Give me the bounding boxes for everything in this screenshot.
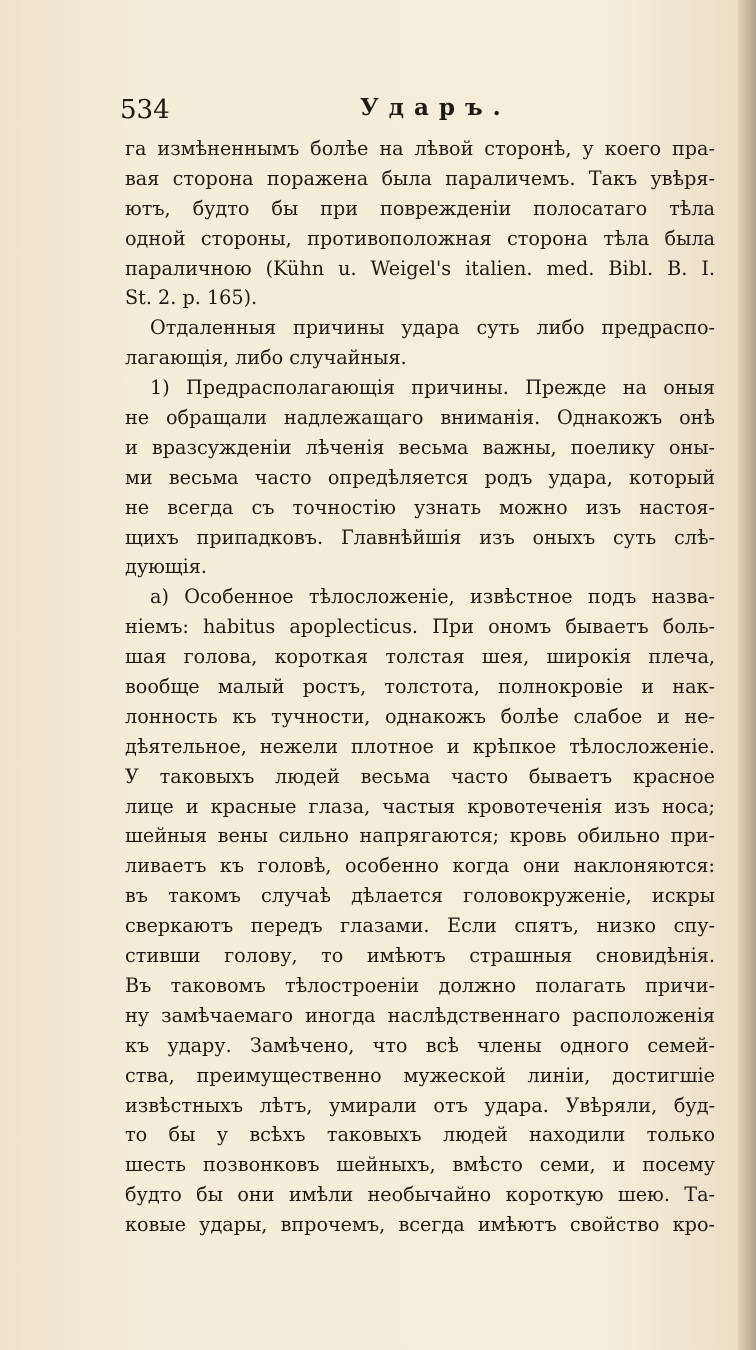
text-line: и вразсужденіи лѣченія весьма важны, поелику оны-	[125, 435, 715, 459]
text-line: Въ таковомъ тѣлостроеніи должно полагать причи-	[125, 973, 715, 997]
text-line: не обращали надлежащаго вниманія. Однакожъ онѣ	[125, 406, 715, 430]
text-line: Отдаленныя причины удара суть либо предраспо-	[150, 316, 715, 340]
text-line: дѣятельное, нежели плотное и крѣпкое тѣлосложеніе.	[125, 734, 715, 758]
text-line: въ такомъ случаѣ дѣлается головокруженіе, искры	[125, 884, 715, 908]
text-line: вая сторона поражена была параличемъ. Такъ увѣря-	[125, 166, 715, 190]
text-line: У таковыхъ людей весьма часто бываетъ красное	[125, 764, 715, 788]
text-line: ну замѣчаемаго иногда наслѣдственнаго расположенія	[125, 1003, 715, 1027]
text-line: одной стороны, противоположная сторона тѣла была	[125, 226, 715, 250]
text-line: щихъ припадковъ. Главнѣйшія изъ оныхъ суть слѣ-	[125, 525, 715, 549]
text-line: лонность къ тучности, однакожъ болѣе слабое и не-	[125, 704, 715, 728]
text-line: ми весьма часто опредѣляется родъ удара, который	[125, 465, 715, 489]
text-line: сверкаютъ передъ глазами. Если спятъ, низко спу-	[125, 914, 715, 938]
page-edge-shadow	[738, 0, 756, 1350]
text-line: шейныя вены сильно напрягаются; кровь обильно при-	[125, 824, 715, 848]
body-text	[125, 134, 715, 1240]
text-line: шесть позвонковъ шейныхъ, вмѣсто семи, и посему	[125, 1153, 715, 1177]
text-line: 1) Предрасполагающія причины. Прежде на оныя	[150, 376, 715, 400]
text-line: вообще малый ростъ, толстота, полнокровіе и нак-	[125, 675, 715, 699]
text-line: дующія.	[125, 555, 207, 579]
text-line: ливаетъ къ головѣ, особенно когда они наклоняются:	[125, 854, 715, 878]
text-line: ства, преимущественно мужеской линіи, достигшіе	[125, 1063, 715, 1087]
text-line: а) Особенное тѣлосложеніе, извѣстное подъ назва-	[150, 585, 715, 609]
text-line: то бы у всѣхъ таковыхъ людей находили только	[125, 1123, 715, 1147]
page-header	[120, 92, 680, 132]
text-line: лице и красные глаза, частыя кровотеченія изъ носа;	[125, 794, 715, 818]
text-line: лагающія, либо случайныя.	[125, 346, 407, 370]
page-number: 534	[120, 95, 170, 125]
text-line: къ удару. Замѣчено, что всѣ члены одного семей-	[125, 1033, 715, 1057]
text-line: будто бы они имѣли необычайно короткую шею. Та-	[125, 1183, 715, 1207]
text-line: га измѣненнымъ болѣе на лѣвой сторонѣ, у коего пра-	[125, 137, 715, 160]
text-line: ніемъ: habitus apoplecticus. При ономъ бываетъ боль-	[125, 615, 715, 639]
text-line: St. 2. p. 165).	[125, 286, 258, 310]
text-line: шая голова, короткая толстая шея, широкія плеча,	[125, 645, 715, 669]
running-title: Ударъ.	[360, 94, 511, 121]
text-line: параличною (Kühn u. Weigel's italien. med. Bibl. B. I.	[125, 256, 715, 280]
text-line: стивши голову, то имѣютъ страшныя сновидѣнія.	[125, 944, 715, 968]
text-line: ковые удары, впрочемъ, всегда имѣютъ свойство кро-	[125, 1213, 715, 1237]
text-line: не всегда съ точностію узнать можно изъ настоя-	[125, 495, 715, 519]
text-line: ютъ, будто бы при поврежденіи полосатаго тѣла	[125, 196, 715, 220]
text-line: извѣстныхъ лѣтъ, умирали отъ удара. Увѣряли, буд-	[125, 1093, 715, 1117]
